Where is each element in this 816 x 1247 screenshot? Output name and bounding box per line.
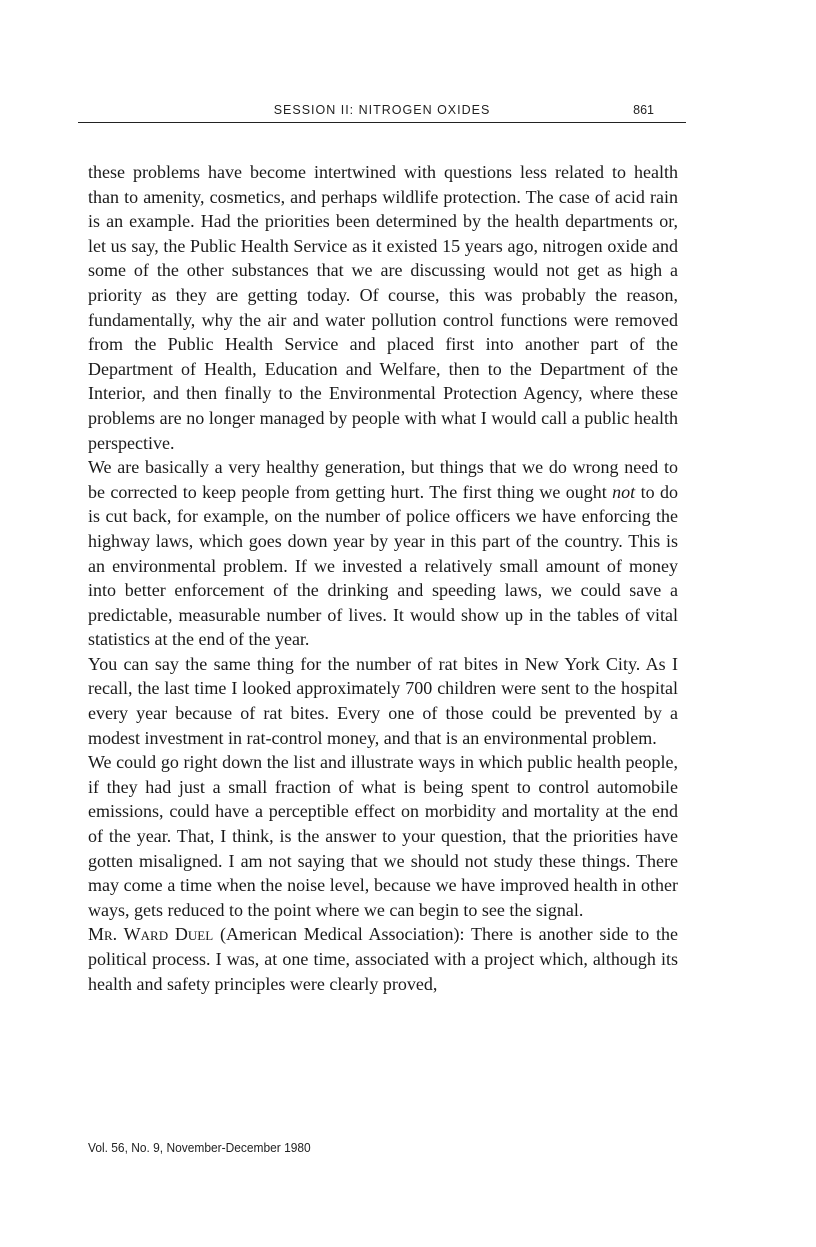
footer-citation: Vol. 56, No. 9, November-December 1980 — [88, 1140, 311, 1155]
paragraph-healthy-generation — [88, 455, 678, 652]
paragraph-priorities: We could go right down the list and illustrate ways in which public health people, if they had just a small fraction of what is being spent to control automobile emissions, could have a perceptible effect on morbidity and mortality at the end of the year. That, I think, is the answer to your question, that the priorities have gotten misaligned. I am not saying that we should not study these things. There may come a time when the noise level, because we have improved health in other ways, gets reduced to the point where we can begin to see the signal. — [88, 752, 678, 920]
paragraph-rat-bites: You can say the same thing for the number of rat bites in New York City. As I recall, the last time I looked approximately 700 children were sent to the hospital every year because of rat bites. Every one of those could be prevented by a modest investment in rat-control money, and that is an environmental problem. — [88, 653, 678, 748]
emphasis-not: not — [612, 481, 636, 502]
running-head — [78, 100, 686, 123]
body-text — [88, 160, 678, 996]
speaker-name: Mr. Ward Duel — [88, 924, 214, 945]
para-1-lead: We are basically a very healthy generation, but things that we do wrong need to be corrected to keep people from getting hurt. The first thing we ought — [88, 457, 678, 502]
speaker-remarks: (American Medical Association): There is another side to the political process. I was, at one time, associated with a project which, although its health and safety principles were clearly proved, — [88, 924, 678, 994]
paragraph-ward-duel — [88, 922, 678, 996]
page-number: 861 — [633, 103, 654, 117]
running-title: SESSION II: NITROGEN OXIDES — [273, 103, 491, 117]
paragraph-continued: these problems have become intertwined with questions less related to health than to amenity, cosmetics, and perhaps wildlife protection. The case of acid rain is an example. Had the priorities been determined by the health departments or, let us say, the Public Health Service as it existed 15 years ago, nitrogen oxide and some of the other substances that we are discussing would not get as high a priority as they are getting today. Of course, this was probably the reason, fundamentally, why the air and water pollution control functions were removed from the Public Health Service and placed first into another part of the Department of Health, Education and Welfare, then to the Department of the Interior, and then finally to the Environmental Protection Agency, where these problems are no longer managed by people with what I would call a public health perspective. — [88, 162, 678, 453]
para-1-tail: to do is cut back, for example, on the number of police officers we have enforcing the highway laws, which goes down year by year in this part of the country. This is an environmental problem. If we invested a relatively small amount of money into better enforcement of the drinking and speeding laws, we could save a predictable, measurable number of lives. It would show up in the tables of vital statistics at the end of the year. — [88, 481, 678, 650]
